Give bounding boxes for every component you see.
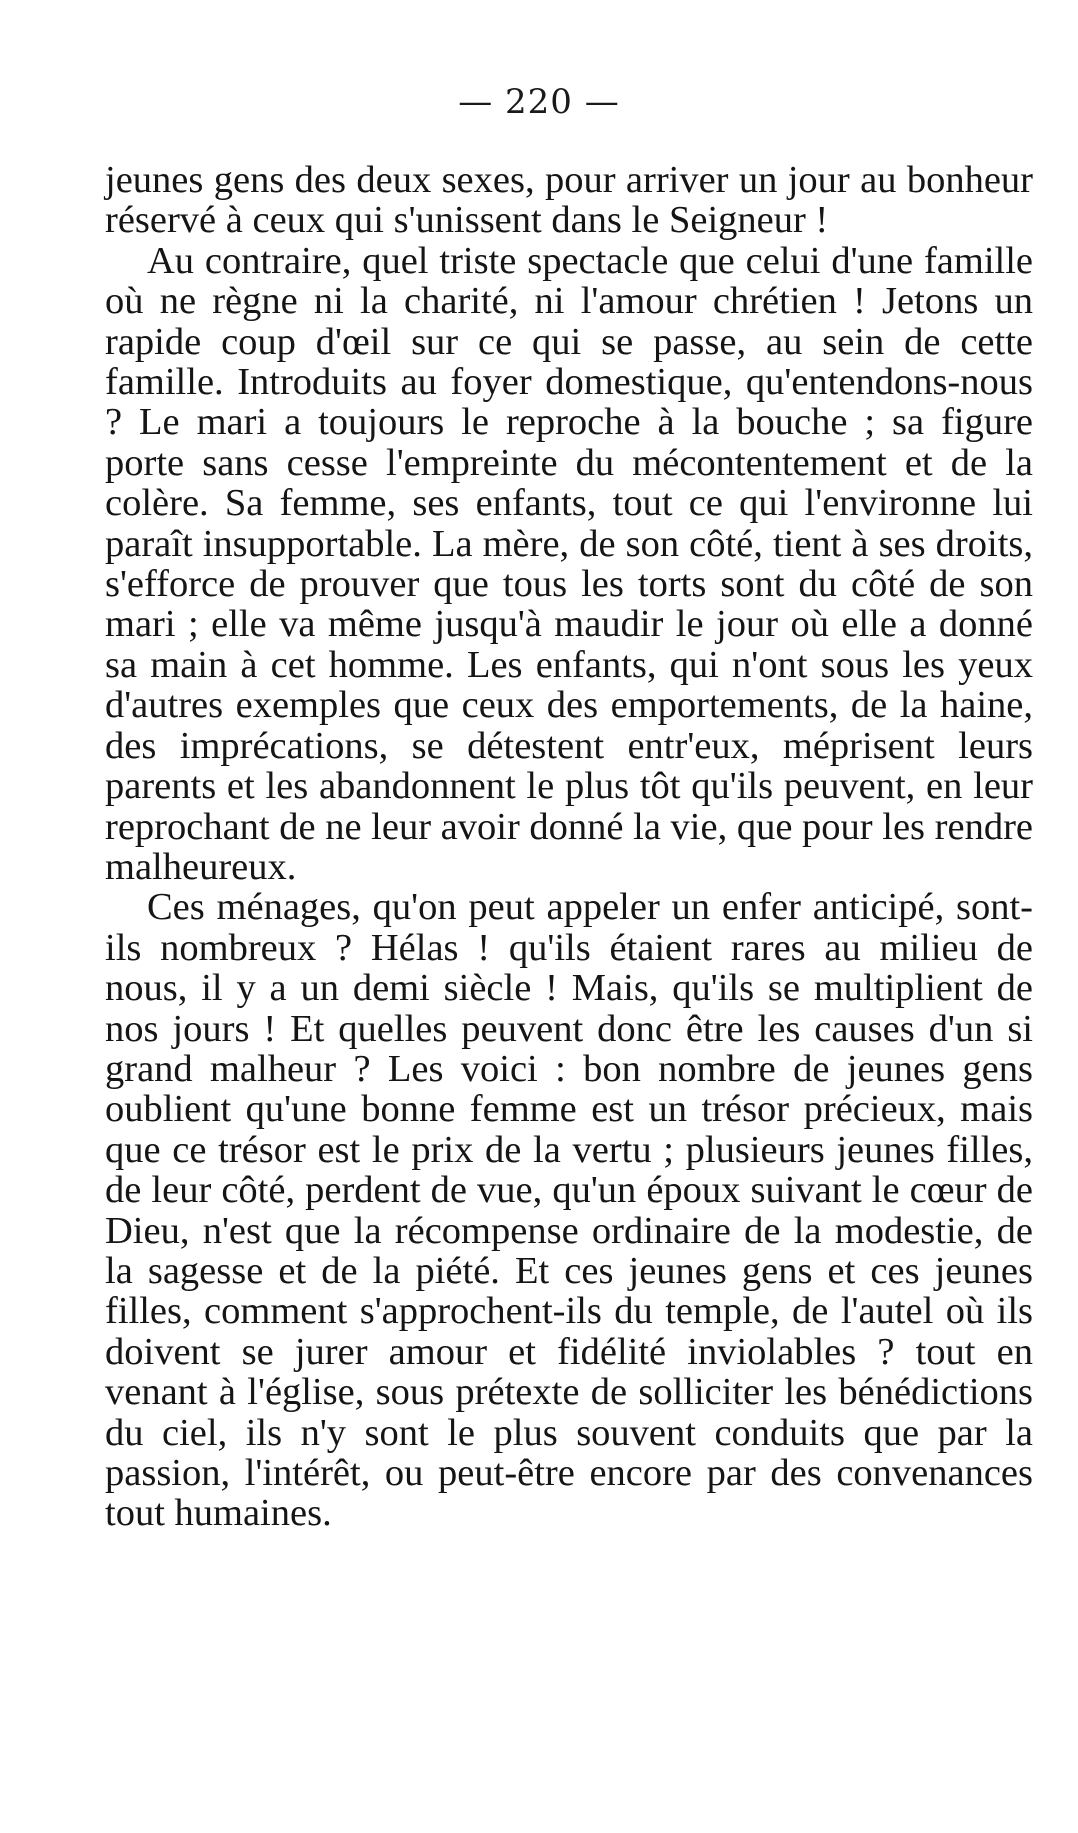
paragraph-3: Ces ménages, qu'on peut appeler un enfer anticipé, sont-ils nombreux ? Hélas ! qu'ils étaient rares au milieu de nous, il y a un demi siècle ! Mais, qu'ils se multiplient de nos jours ! Et quelles peuvent donc être les causes d'un si grand malheur ? Les voici : bon nombre de jeunes gens oublient qu'une bonne femme est un trésor précieux, mais que ce trésor est le prix de la vertu ; plusieurs jeunes filles, de leur côté, perdent de vue, qu'un époux suivant le cœur de Dieu, n'est que la récompense ordinaire de la modestie, de la sagesse et de la piété. Et ces jeunes gens et ces jeunes filles, comment s'approchent-ils du temple, de l'autel où ils doivent se jurer amour et fidélité inviolables ? tout en venant à l'église, sous prétexte de solliciter les bénédictions du ciel, ils n'y sont le plus souvent conduits que par la passion, l'intérêt, ou peut-être encore par des convenances tout humaines. (105, 886, 1033, 1535)
paragraph-1: jeunes gens des deux sexes, pour arriver un jour au bonheur réservé à ceux qui s'unissent dans le Seigneur ! (105, 159, 1033, 242)
paragraph-2: Au contraire, quel triste spectacle que celui d'une famille où ne règne ni la charité, ni l'amour chrétien ! Jetons un rapide coup d'œil sur ce qui se passe, au sein de cette famille. Introduits au foyer domestique, qu'entendons-nous ? Le mari a toujours le reproche à la bouche ; sa figure porte sans cesse l'empreinte du mécontentement et de la colère. Sa femme, ses enfants, tout ce qui l'environne lui paraît insupportable. La mère, de son côté, tient à ses droits, s'efforce de prouver que tous les torts sont du côté de son mari ; elle va même jusqu'à maudir le jour où elle a donné sa main à cet homme. Les enfants, qui n'ont sous les yeux d'autres exemples que ceux des emportements, de la haine, des imprécations, se détestent entr'eux, méprisent leurs parents et les abandonnent le plus tôt qu'ils peuvent, en leur reprochant de ne leur avoir donné la vie, que pour les rendre malheureux. (105, 239, 1033, 888)
page-number: — 220 — (458, 82, 620, 122)
body-text (105, 160, 1033, 1534)
